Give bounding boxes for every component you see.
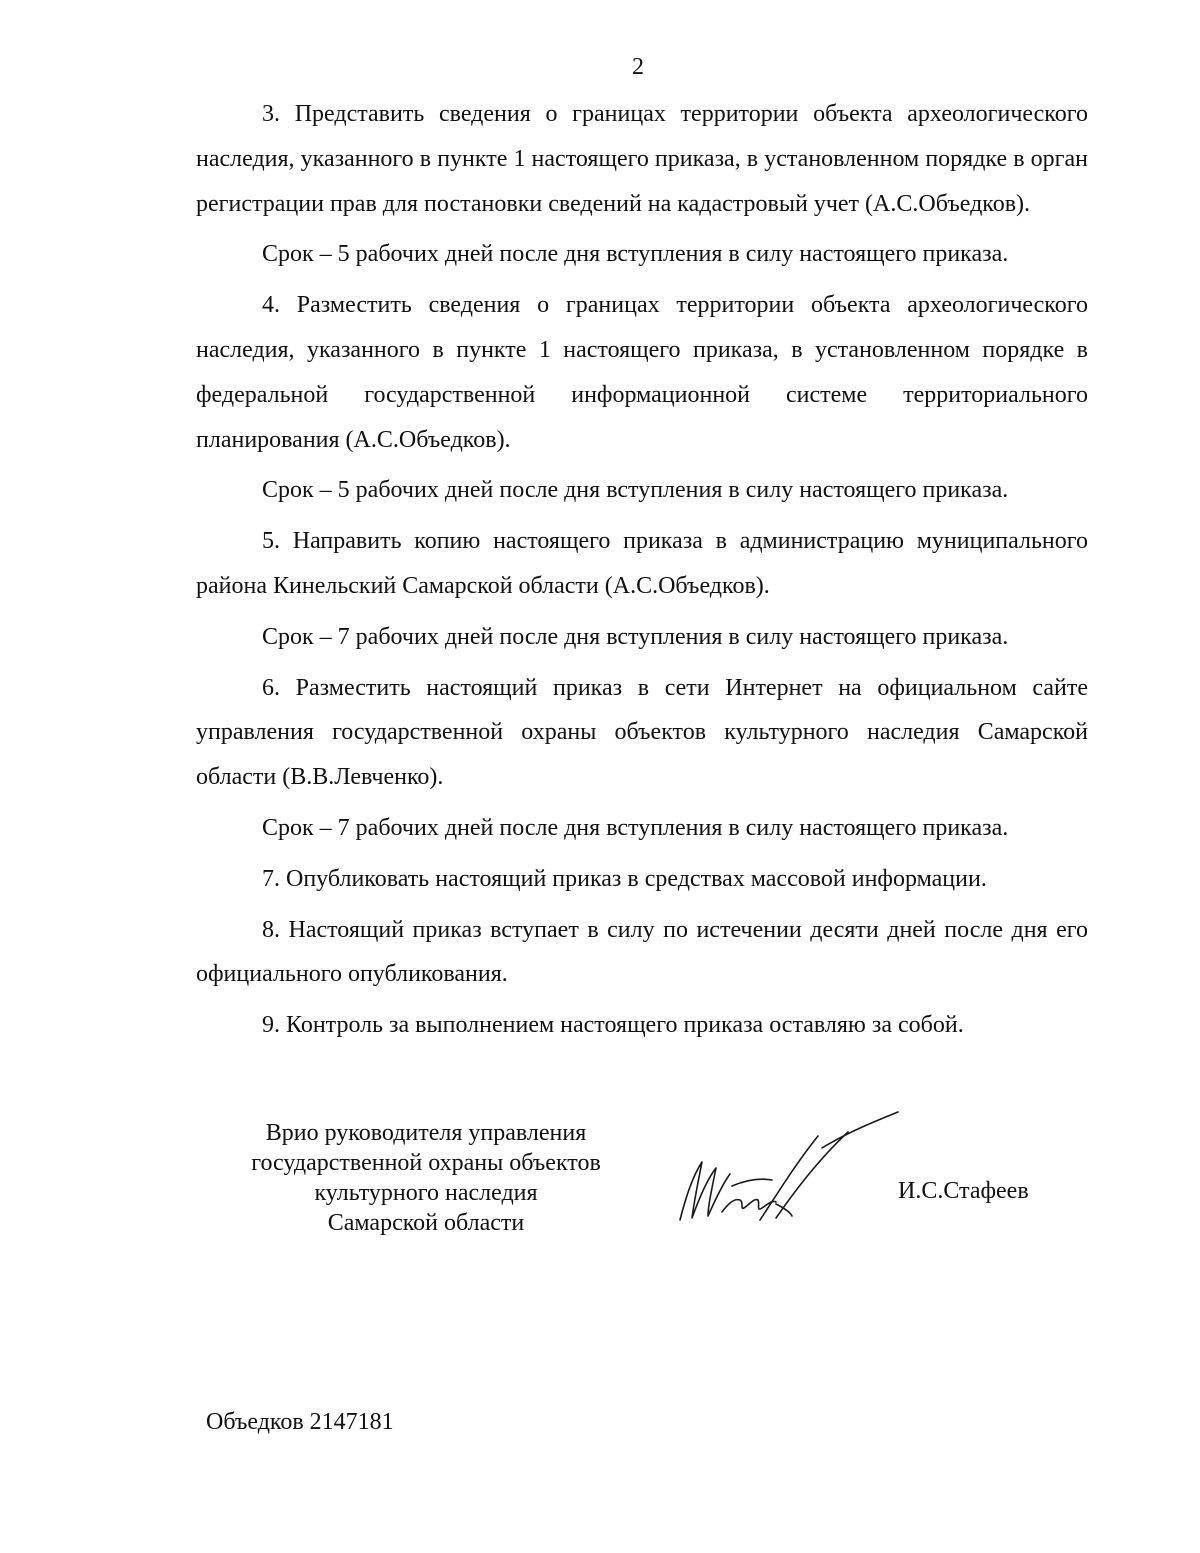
position-line: Врио руководителя управления xyxy=(265,1120,587,1146)
paragraph-item-7: 7. Опубликовать настоящий приказ в средствах массовой информации. xyxy=(262,865,987,892)
position-line: Самарской области xyxy=(327,1210,525,1236)
position-line: культурного наследия xyxy=(314,1180,538,1206)
signer-name: И.С.Стафеев xyxy=(898,1178,1029,1204)
paragraph-item-6: 6. Разместить настоящий приказ в сети Интернет на официальном сайте управления государственной охраны объектов культурного наследия Самарской области (В.В.Левченко). xyxy=(196,674,1088,791)
paragraph-item-3: 3. Представить сведения о границах территории объекта археологического наследия, указанного в пункте 1 настоящего приказа, в установленном порядке в орган регистрации прав для постановки сведений на кадастровый учет (А.С.Объедков). xyxy=(196,101,1088,217)
deadline-item-3: Срок – 5 рабочих дней после дня вступления в силу настоящего приказа. xyxy=(262,241,1009,268)
document-body xyxy=(196,92,1088,1054)
paragraph-item-8: 8. Настоящий приказ вступает в силу по истечении десяти дней после дня его официального опубликования. xyxy=(196,916,1088,988)
deadline-item-6: Срок – 7 рабочих дней после дня вступления в силу настоящего приказа. xyxy=(262,814,1009,841)
executor-contact: Объедков 2147181 xyxy=(206,1409,394,1435)
paragraph-item-5: 5. Направить копию настоящего приказа в администрацию муниципального района Кинельский Самарской области (А.С.Объедков). xyxy=(196,528,1088,599)
handwritten-signature xyxy=(672,1108,912,1238)
page-number: 2 xyxy=(632,54,644,80)
paragraph-item-4: 4. Разместить сведения о границах территории объекта археологического наследия, указанного в пункте 1 настоящего приказа, в установленном порядке в федеральной государственной информационной системе территориального планирования (А.С.Объедков). xyxy=(196,292,1088,453)
paragraph-item-9: 9. Контроль за выполнением настоящего приказа оставляю за собой. xyxy=(262,1012,964,1039)
deadline-item-5: Срок – 7 рабочих дней после дня вступления в силу настоящего приказа. xyxy=(262,623,1009,650)
deadline-item-4: Срок – 5 рабочих дней после дня вступления в силу настоящего приказа. xyxy=(262,477,1009,504)
position-line: государственной охраны объектов xyxy=(251,1150,601,1176)
signatory-position xyxy=(206,1118,646,1238)
